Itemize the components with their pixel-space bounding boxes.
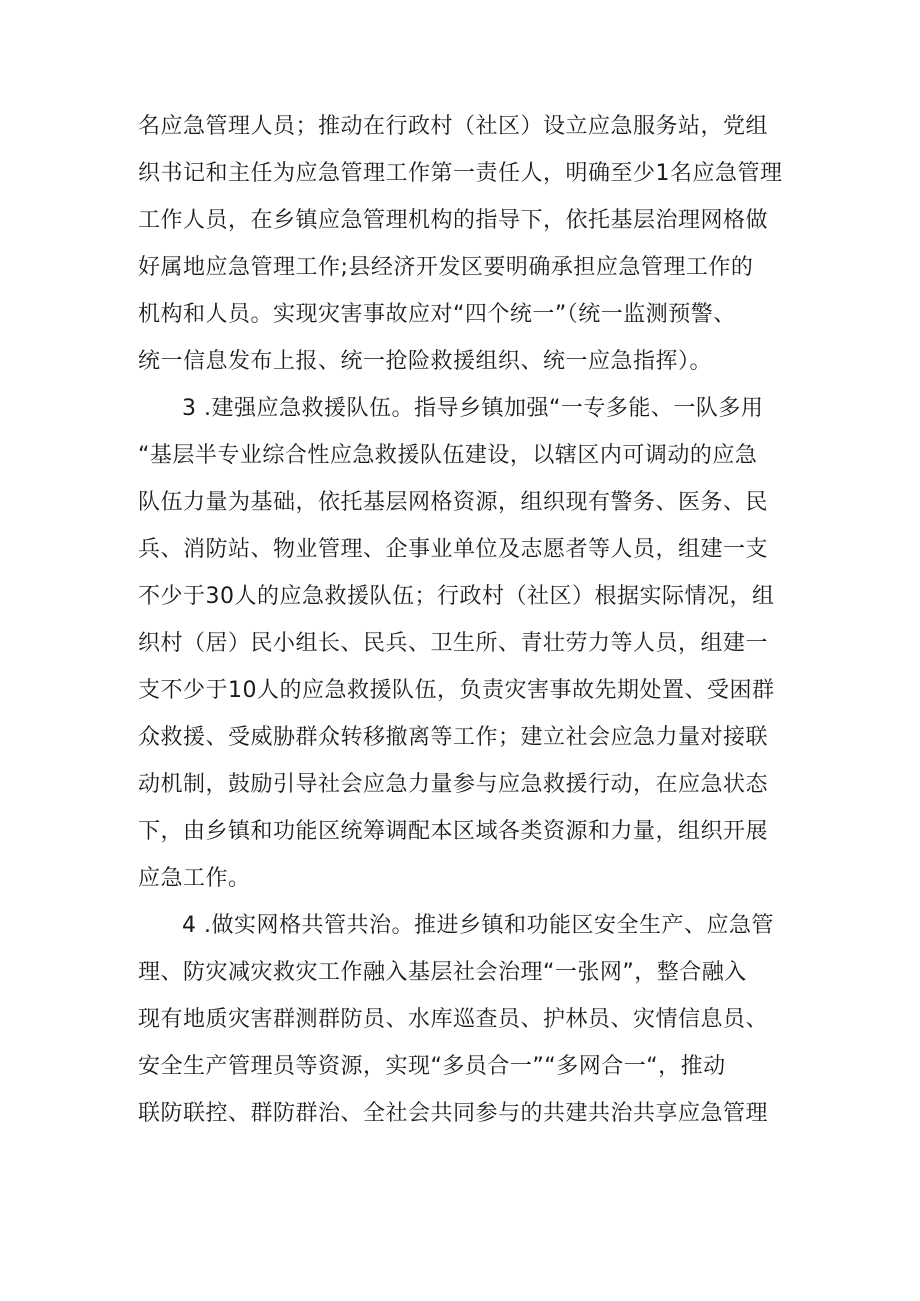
- paragraph-heading-line: 3 .建强应急救援队伍。指导乡镇加强“一专多能、一队多用: [182, 396, 764, 421]
- text-line: 织书记和主任为应急管理工作第一责任人，明确至少1名应急管理: [138, 161, 783, 186]
- paragraph-continued: [138, 103, 798, 385]
- text-line: 安全生产管理员等资源，实现“多员合一”“多网合一“，推动: [138, 1054, 726, 1079]
- text-line: 现有地质灾害群测群防员、水库巡查员、护林员、灾情信息员、: [138, 1007, 769, 1032]
- text-line: 应急工作。: [138, 866, 251, 891]
- text-line: 理、防灾减灾救灾工作融入基层社会治理“一张网”，整合融入: [138, 960, 747, 985]
- text-line: 支不少于10人的应急救援队伍，负责灾害事故先期处置、受困群: [138, 678, 775, 703]
- text-line: 不少于30人的应急救援队伍；行政村（社区）根据实际情况，组: [138, 584, 775, 609]
- paragraph-4: [138, 902, 798, 1137]
- text-line: 兵、消防站、物业管理、企事业单位及志愿者等人员，组建一支: [138, 537, 769, 562]
- text-line: 联防联控、群防群治、全社会共同参与的共建共治共享应急管理: [138, 1101, 769, 1126]
- text-line: 好属地应急管理工作;县经济开发区要明确承担应急管理工作的: [138, 255, 754, 280]
- text-line: 众救援、受威胁群众转移撤离等工作；建立社会应急力量对接联: [138, 725, 769, 750]
- text-line: 工作人员，在乡镇应急管理机构的指导下，依托基层治理网格做: [138, 208, 769, 233]
- text-line: 织村（居）民小组长、民兵、卫生所、青壮劳力等人员，组建一: [138, 631, 769, 656]
- text-line: 统一信息发布上报、统一抢险救援组织、统一应急指挥）。: [138, 349, 713, 374]
- paragraph-3: [138, 385, 798, 902]
- text-line: 下，由乡镇和功能区统筹调配本区域各类资源和力量，组织开展: [138, 819, 769, 844]
- document-body: [138, 103, 798, 1137]
- text-line: 机构和人员。实现灾害事故应对“四个统一”（统一监测预警、: [138, 302, 736, 327]
- text-line: 队伍力量为基础，依托基层网格资源，组织现有警务、医务、民: [138, 490, 769, 515]
- paragraph-heading-line: 4 .做实网格共管共治。推进乡镇和功能区安全生产、应急管: [182, 913, 774, 938]
- text-line: 名应急管理人员；推动在行政村（社区）设立应急服务站，党组: [138, 114, 769, 139]
- text-line: 动机制，鼓励引导社会应急力量参与应急救援行动，在应急状态: [138, 772, 769, 797]
- text-line: “基层半专业综合性应急救援队伍建设，以辖区内可调动的应急: [138, 443, 758, 468]
